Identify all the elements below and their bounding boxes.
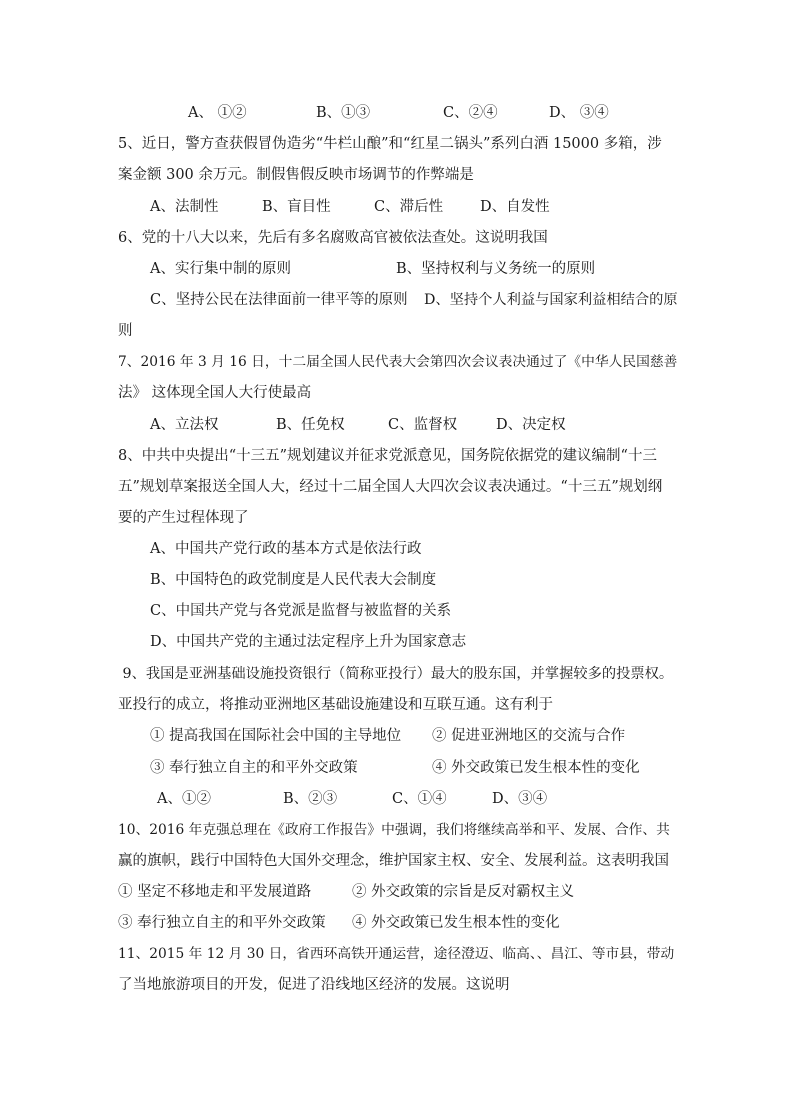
q9-option-c: C、①④ (392, 791, 447, 807)
q7-option-a: A、立法权 (150, 417, 219, 433)
q6-option-d: D、坚持个人利益与国家利益相结合的原 (424, 292, 678, 308)
q11-stem-line-2: 了当地旅游项目的开发，促进了沿线地区经济的发展。这说明 (118, 977, 510, 993)
q10-item-3: ③ 奉行独立自主的和平外交政策 (118, 915, 326, 931)
q5-stem-line-1: 5、近日，警方查获假冒伪造劣“牛栏山酿”和“红星二锅头”系列白酒 15000 多箱，涉 (118, 136, 662, 152)
q6-option-d-continued: 则 (118, 323, 133, 339)
q8-option-a: A、中国共产党行政的基本方式是依法行政 (150, 541, 422, 557)
q7-option-c: C、监督权 (388, 417, 458, 433)
q11-stem-line-1: 11、2015 年 12 月 30 日，省西环高铁开通运营，途径澄迈、临高、、昌江、等市县，带动 (118, 946, 675, 962)
q4-option-b: B、①③ (316, 105, 371, 121)
q8-stem-line-2: 五”规划草案报送全国人大，经过十二届全国人大四次会议表决通过。“十三五”规划纲 (118, 479, 663, 495)
q9-option-b: B、②③ (283, 791, 338, 807)
q9-item-2: ② 促进亚洲地区的交流与合作 (432, 728, 626, 744)
q5-option-d: D、自发性 (480, 199, 550, 215)
q4-option-c: C、②④ (443, 105, 498, 121)
q4-option-d: D、 ③④ (549, 105, 609, 121)
q9-option-d: D、③④ (492, 791, 548, 807)
q5-option-a: A、法制性 (150, 199, 219, 215)
q7-stem-line-1: 7、2016 年 3 月 16 日，十二届全国人民代表大会第四次会议表决通过了《中华人民国慈善 (118, 354, 678, 370)
q7-option-d: D、决定权 (496, 417, 566, 433)
q10-stem-line-2: 赢的旗帜，践行中国特色大国外交理念，维护国家主权、安全、发展利益。这表明我国 (118, 853, 669, 869)
q9-stem-line-2: 亚投行的成立，将推动亚洲地区基础设施建设和互联互通。这有利于 (118, 697, 553, 713)
q5-option-b: B、盲目性 (262, 199, 331, 215)
q6-option-b: B、坚持权利与义务统一的原则 (396, 261, 596, 277)
q6-option-a: A、实行集中制的原则 (150, 261, 291, 277)
q10-item-2: ② 外交政策的宗旨是反对霸权主义 (352, 884, 575, 900)
q5-option-c: C、滞后性 (374, 199, 444, 215)
q6-stem: 6、党的十八大以来，先后有多名腐败高官被依法查处。这说明我国 (118, 230, 548, 246)
q10-item-1: ① 坚定不移地走和平发展道路 (118, 884, 312, 900)
q5-stem-line-2: 案金额 300 余万元。制假售假反映市场调节的作弊端是 (118, 167, 474, 183)
q4-option-a: A、 ①② (188, 105, 247, 121)
q7-stem-line-2: 法》 这体现全国人大行使最高 (118, 385, 312, 401)
q9-stem-line-1: 9、我国是亚洲基础设施投资银行（简称亚投行）最大的股东国，并掌握较多的投票权。 (118, 666, 674, 682)
q8-option-b: B、中国特色的政党制度是人民代表大会制度 (150, 572, 437, 588)
q8-stem-line-3: 要的产生过程体现了 (118, 510, 249, 526)
q8-option-c: C、中国共产党与各党派是监督与被监督的关系 (150, 603, 452, 619)
q10-stem-line-1: 10、2016 年克强总理在《政府工作报告》中强调，我们将继续高举和平、发展、合作、共 (118, 822, 670, 838)
q9-item-4: ④ 外交政策已发生根本性的变化 (432, 760, 640, 776)
q8-option-d: D、中国共产党的主通过法定程序上升为国家意志 (150, 634, 467, 650)
q9-option-a: A、①② (157, 791, 211, 807)
q9-item-1: ① 提高我国在国际社会中国的主导地位 (150, 728, 402, 744)
q7-option-b: B、任免权 (276, 417, 345, 433)
q8-stem-line-1: 8、中共中央提出“十三五”规划建议并征求党派意见，国务院依据党的建议编制“十三 (118, 448, 657, 464)
q6-option-c: C、坚持公民在法律面前一律平等的原则 (150, 292, 408, 308)
q9-item-3: ③ 奉行独立自主的和平外交政策 (150, 760, 358, 776)
q10-item-4: ④ 外交政策已发生根本性的变化 (352, 915, 560, 931)
